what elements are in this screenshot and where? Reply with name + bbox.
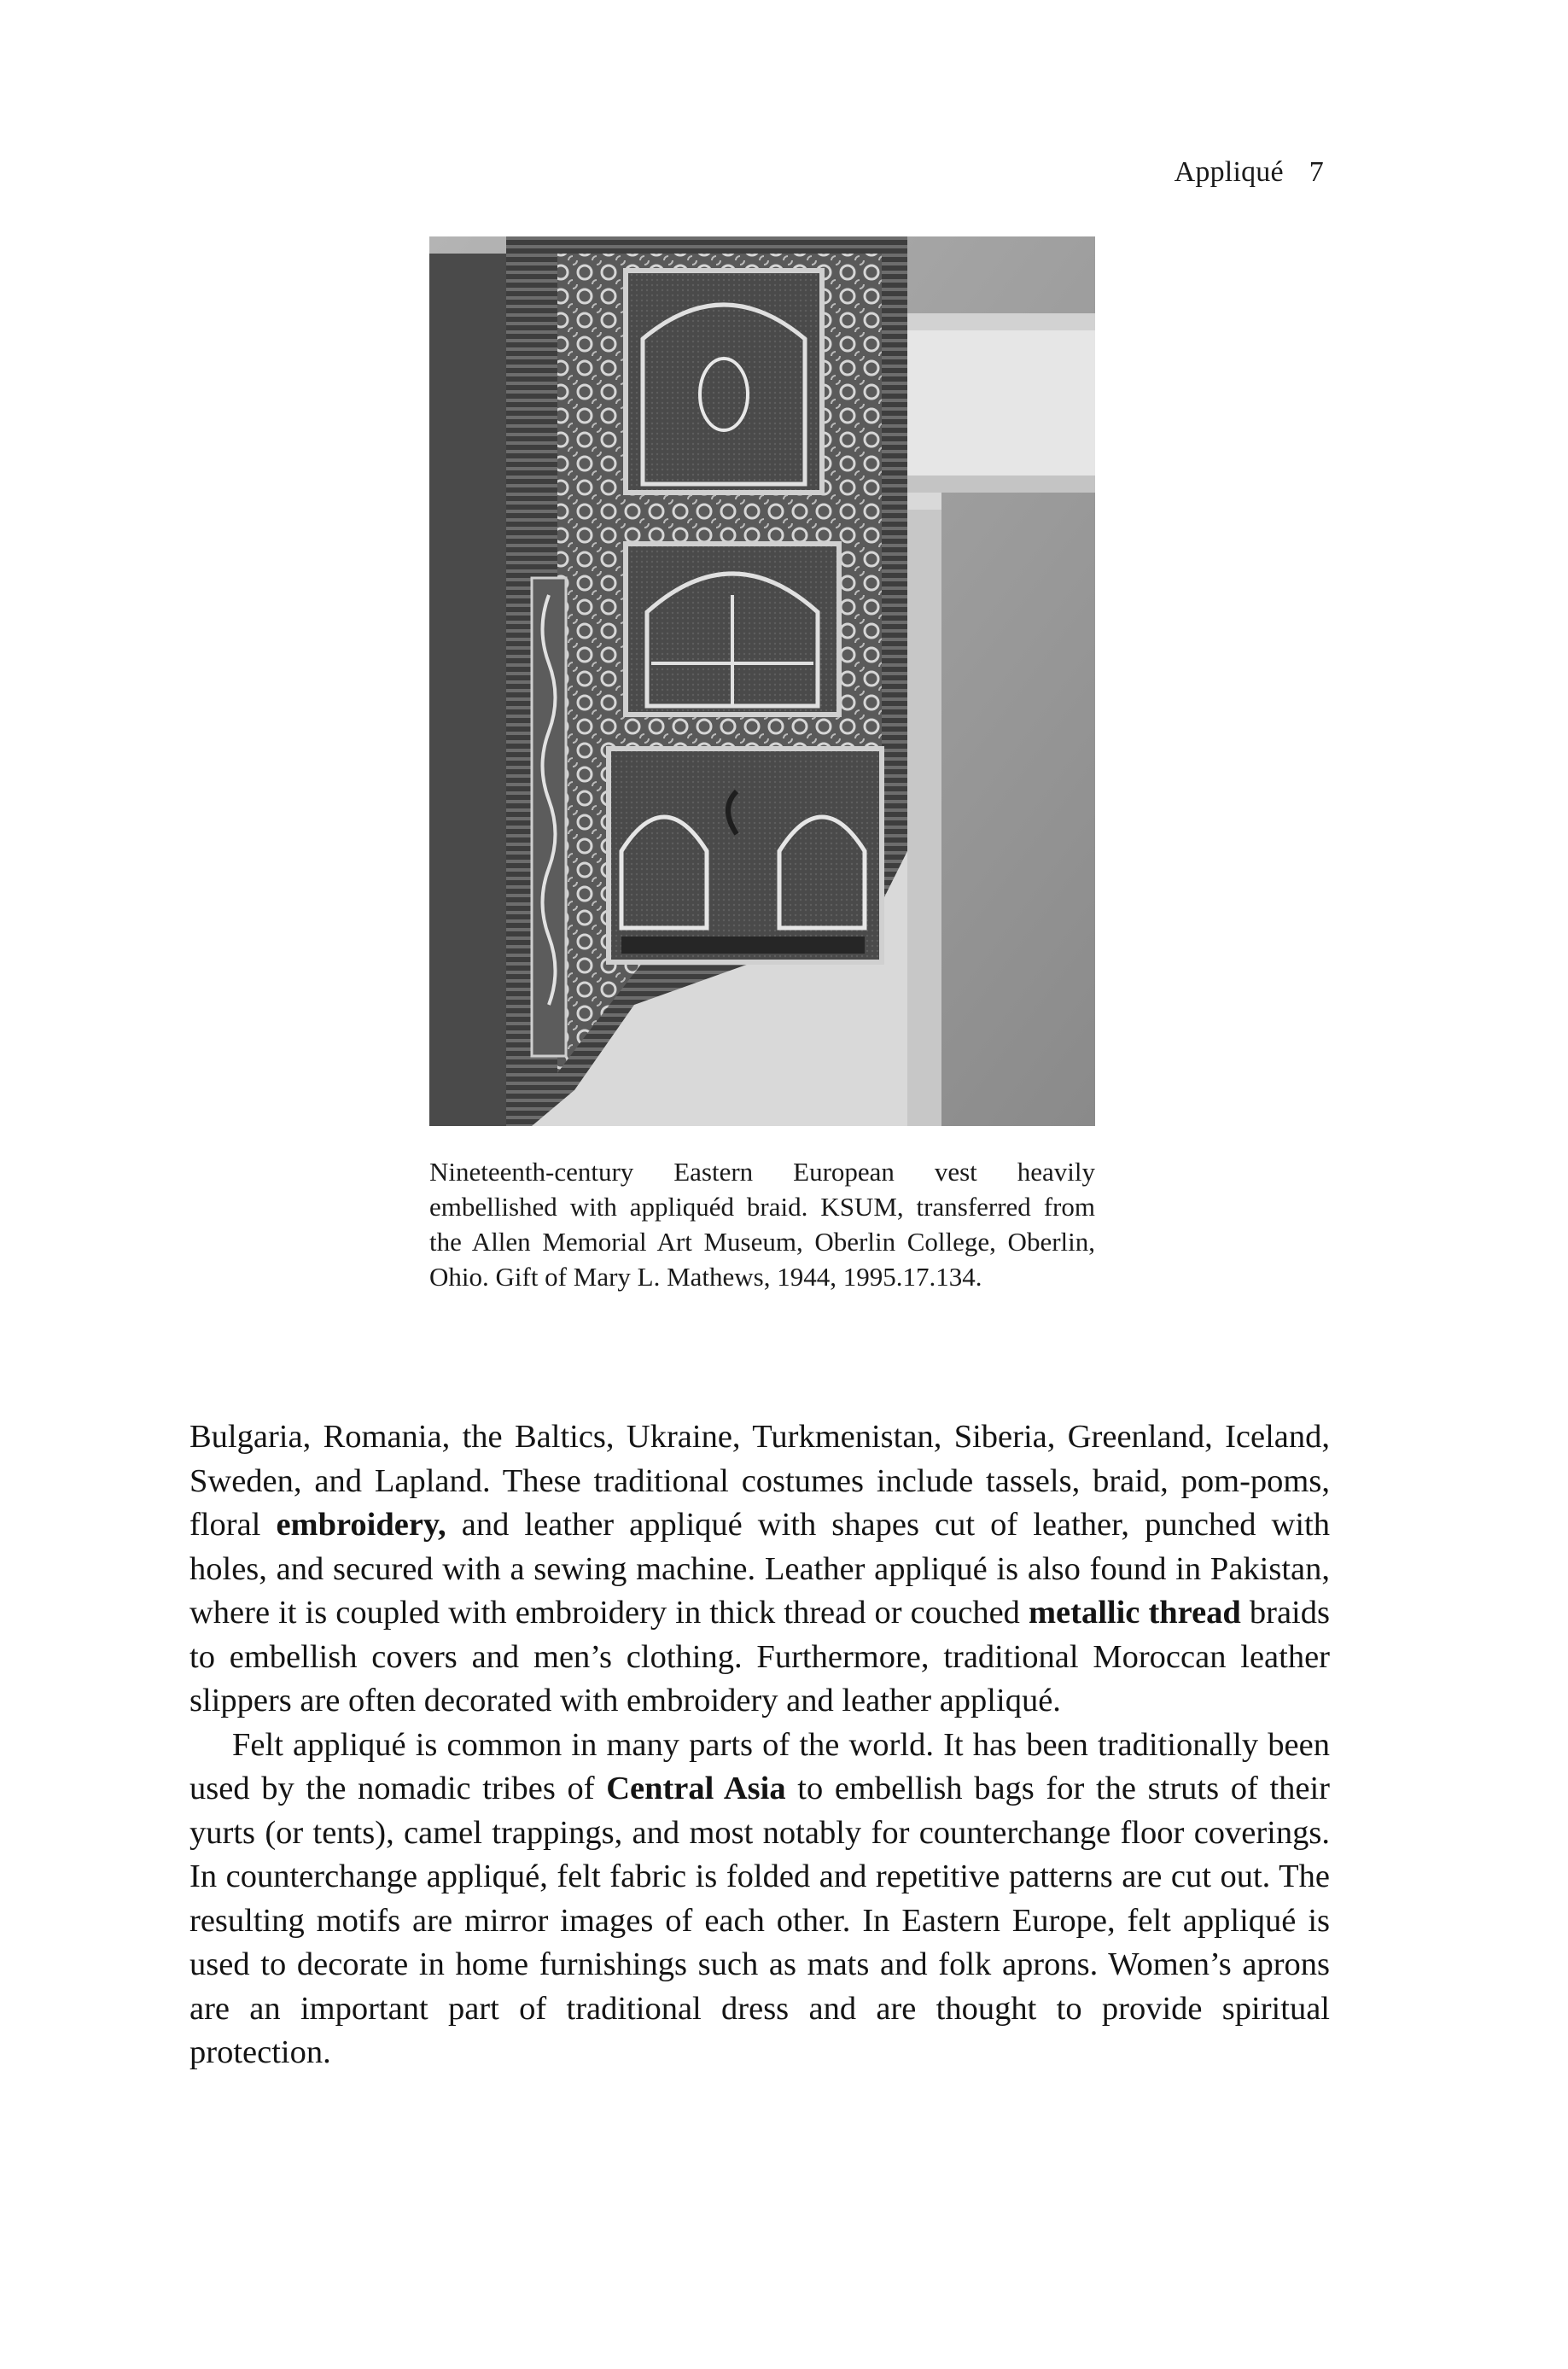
term-embroidery: embroidery, bbox=[276, 1507, 446, 1543]
page-number: 7 bbox=[1309, 156, 1324, 188]
term-central-asia: Central Asia bbox=[606, 1771, 786, 1806]
body-text bbox=[189, 1415, 1330, 2075]
paragraph-1-text-a: Bulgaria, Romania, the Baltics, Ukraine, Turkmenistan, Siberia, Greenland, Iceland, Sweden, and Lapland. These traditional costumes include tassels, braid, pom-poms, floral bbox=[189, 1419, 1330, 1543]
paragraph-2 bbox=[189, 1724, 1330, 2075]
paragraph-1-text-c: braids to embellish covers and men’s clothing. Furthermore, traditional Moroccan leather slippers are often decorated with embroidery and leather appliqué. bbox=[189, 1595, 1330, 1718]
term-metallic-thread: metallic thread bbox=[1028, 1595, 1241, 1631]
paragraph-2-text-a: Felt appliqué is common in many parts of the world. It has been traditionally been used by the nomadic tribes of bbox=[189, 1726, 1330, 1806]
vest-photograph bbox=[429, 236, 1095, 1126]
vest-illustration bbox=[429, 236, 1095, 1126]
paragraph-1-text-b: and leather appliqué with shapes cut of leather, punched with holes, and secured with a sewing machine. Leather appliqué is also found in Pakistan, where it is coupled with embroidery in thick thread or couched bbox=[189, 1507, 1331, 1631]
running-head bbox=[1175, 156, 1324, 189]
figure-caption: Nineteenth-century Eastern European vest heavily embellished with appliquéd braid. KSUM, transferred from the Allen Memorial Art Museum, Oberlin College, Oberlin, Ohio. Gift of Mary L. Mathews, 1944, 1995.17.134. bbox=[429, 1157, 1095, 1292]
running-head-title: Appliqué bbox=[1174, 156, 1284, 188]
paragraph-1 bbox=[189, 1415, 1330, 1724]
paragraph-2-text-b: to embellish bags for the struts of their yurts (or tents), camel trappings, and most notably for counterchange floor coverings. In counterchange appliqué, felt fabric is folded and repetitive patterns are cut out. The resulting motifs are mirror images of each other. In Eastern Europe, felt appliqué is used to decorate in home furnishings such as mats and folk aprons. Women’s aprons are an important part of traditional dress and are thought to provide spiritual protection. bbox=[189, 1771, 1330, 2070]
